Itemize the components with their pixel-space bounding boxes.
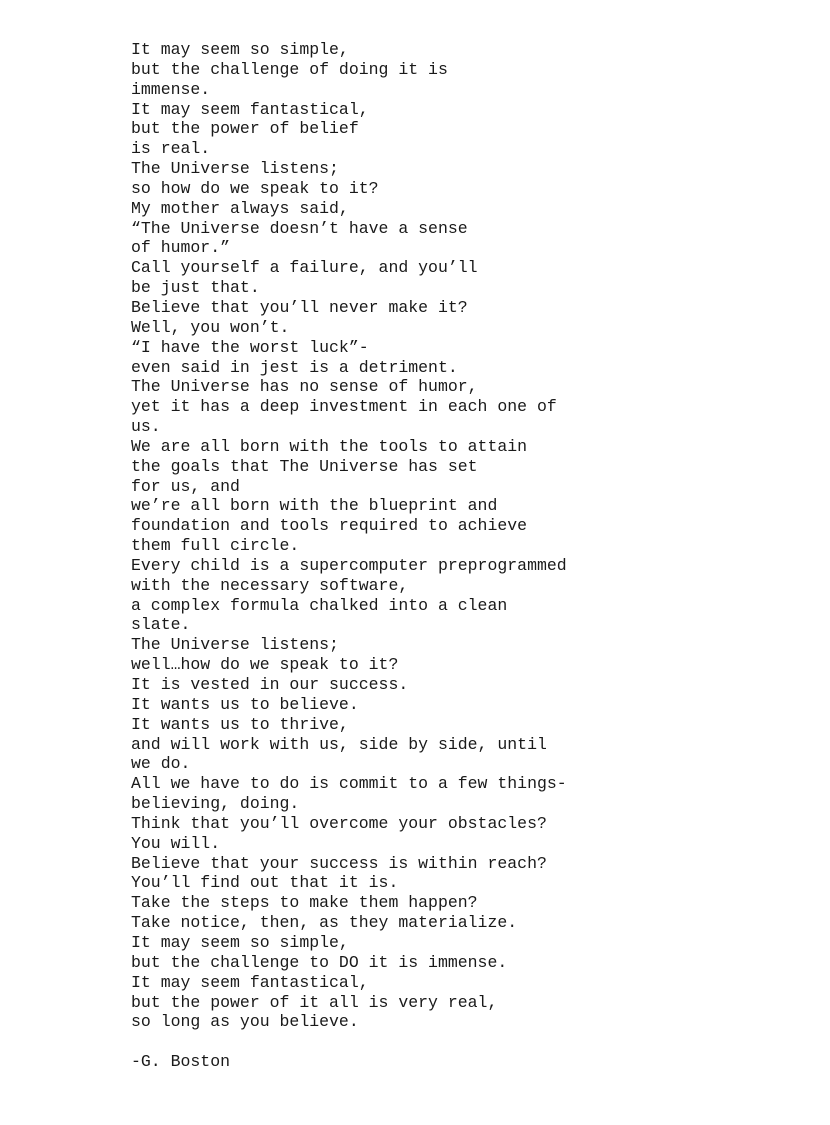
poem-line: yet it has a deep investment in each one of	[131, 397, 557, 417]
poem-line: Every child is a supercomputer preprogrammed	[131, 555, 567, 575]
poem-line: We are all born with the tools to attain	[131, 436, 528, 456]
poem-line: we do.	[131, 754, 191, 774]
poem-line: slate.	[131, 615, 191, 635]
poem-line: It may seem fantastical,	[131, 99, 369, 119]
poem-line: My mother always said,	[131, 198, 349, 218]
poem-line: Believe that your success is within reach?	[131, 853, 547, 873]
poem-line: is real.	[131, 139, 211, 159]
poem-line: The Universe has no sense of humor,	[131, 377, 478, 397]
poem-body	[131, 40, 567, 1032]
poem-line: Take notice, then, as they materialize.	[131, 913, 518, 933]
poem-line: Take the steps to make them happen?	[131, 893, 478, 913]
poem-line: It is vested in our success.	[131, 675, 409, 694]
poem-line: Believe that you’ll never make it?	[131, 297, 468, 317]
poem-line: It wants us to believe.	[131, 694, 359, 714]
poem-line: so how do we speak to it?	[131, 178, 379, 198]
poem-line: but the power of it all is very real,	[131, 992, 498, 1012]
poem-line: “The Universe doesn’t have a sense	[131, 218, 468, 238]
poem-line: All we have to do is commit to a few things-	[131, 774, 567, 794]
poem-line: It may seem fantastical,	[131, 972, 369, 992]
poem-line: The Universe listens;	[131, 159, 339, 179]
poem-line: the goals that The Universe has set	[131, 456, 478, 476]
poem-line: even said in jest is a detriment.	[131, 357, 458, 377]
poem-line: of humor.”	[131, 238, 231, 258]
poem-line: so long as you believe.	[131, 1012, 359, 1032]
poem-line: a complex formula chalked into a clean	[131, 595, 508, 615]
poem-line: You will.	[131, 833, 221, 853]
poem-line: “I have the worst luck”-	[131, 337, 369, 357]
poem-line: foundation and tools required to achieve	[131, 516, 528, 536]
poem-line: Think that you’ll overcome your obstacles?	[131, 813, 547, 833]
poem-line: It may seem so simple,	[131, 40, 349, 59]
poem-line: It may seem so simple,	[131, 932, 349, 952]
poem-line: but the challenge of doing it is	[131, 59, 448, 79]
poem-line: and will work with us, side by side, until	[131, 734, 547, 754]
poem-line: we’re all born with the blueprint and	[131, 496, 498, 516]
poem-line: believing, doing.	[131, 794, 300, 814]
poem-line: The Universe listens;	[131, 635, 339, 655]
poem-line: Well, you won’t.	[131, 317, 290, 337]
author-signature: -G. Boston	[131, 1052, 231, 1071]
poem-line: well…how do we speak to it?	[131, 655, 399, 675]
poem-line: Call yourself a failure, and you’ll	[131, 258, 478, 278]
poem-line: but the power of belief	[131, 119, 359, 139]
poem-line: us.	[131, 417, 161, 437]
poem-line: immense.	[131, 79, 211, 99]
poem-line: You’ll find out that it is.	[131, 873, 399, 893]
poem-line: but the challenge to DO it is immense.	[131, 952, 508, 972]
poem-line: them full circle.	[131, 536, 300, 556]
poem-line: be just that.	[131, 278, 260, 298]
poem-line: It wants us to thrive,	[131, 714, 349, 734]
poem-line: with the necessary software,	[131, 575, 409, 595]
poem-line: for us, and	[131, 476, 240, 496]
